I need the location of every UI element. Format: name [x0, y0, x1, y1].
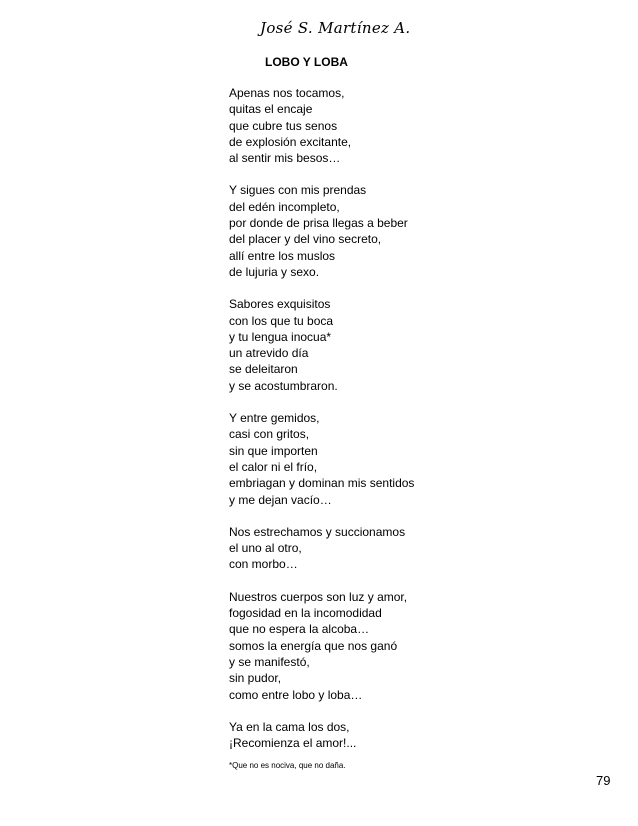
poem-line: del placer y del vino secreto,	[229, 232, 382, 247]
author-header: José S. Martínez A.	[260, 19, 411, 37]
poem-line: Ya en la cama los dos,	[229, 719, 350, 734]
footnote: *Que no es nociva, que no daña.	[229, 761, 346, 770]
poem-line: Apenas nos tocamos,	[229, 86, 345, 100]
poem-line: y se acostumbraron.	[229, 378, 338, 393]
poem-line: ¡Recomienza el amor!...	[229, 736, 357, 751]
poem-line: se deleitaron	[229, 362, 298, 377]
poem-line: casi con gritos,	[229, 427, 310, 442]
poem-line: que no espera la alcoba…	[229, 622, 370, 637]
poem-line: fogosidad en la incomodidad	[229, 606, 382, 621]
poem-line: Y entre gemidos,	[229, 411, 320, 426]
poem-line: al sentir mis besos…	[229, 151, 341, 166]
poem-line: el calor ni el frío,	[229, 459, 318, 474]
poem-line: con los que tu boca	[229, 313, 334, 328]
poem-title: LOBO Y LOBA	[265, 55, 348, 69]
poem-line: Nuestros cuerpos son luz y amor,	[229, 589, 408, 604]
stanza	[229, 85, 559, 166]
poem-line: Nos estrechamos y succionamos	[229, 524, 406, 539]
poem-line: allí entre los muslos	[229, 248, 336, 263]
poem-body	[229, 85, 559, 767]
poem-line: de lujuria y sexo.	[229, 264, 320, 279]
poem-line: el uno al otro,	[229, 541, 302, 556]
page-number: 79	[596, 773, 611, 788]
stanza	[229, 719, 559, 752]
poem-line: somos la energía que nos ganó	[229, 638, 398, 653]
poem-line: de explosión excitante,	[229, 134, 352, 149]
poem-line: y me dejan vacío…	[229, 492, 332, 507]
poem-line: y tu lengua inocua*	[229, 329, 332, 344]
stanza	[229, 410, 559, 508]
stanza	[229, 589, 559, 703]
poem-line: por donde de prisa llegas a beber	[229, 216, 408, 231]
stanza	[229, 524, 559, 573]
poem-line: y se manifestó,	[229, 654, 310, 669]
poem-line: del edén incompleto,	[229, 199, 340, 214]
poem-line: quitas el encaje	[229, 102, 313, 117]
poem-line: Sabores exquisitos	[229, 297, 331, 312]
poem-line: un atrevido día	[229, 346, 309, 361]
stanza	[229, 182, 559, 280]
poem-line: con morbo…	[229, 557, 298, 572]
poem-line: que cubre tus senos	[229, 118, 338, 133]
poem-line: sin pudor,	[229, 671, 282, 686]
stanza	[229, 296, 559, 394]
poem-line: Y sigues con mis prendas	[229, 183, 367, 198]
poem-line: sin que importen	[229, 443, 318, 458]
poem-line: como entre lobo y loba…	[229, 687, 363, 702]
poem-line: embriagan y dominan mis sentidos	[229, 476, 415, 491]
